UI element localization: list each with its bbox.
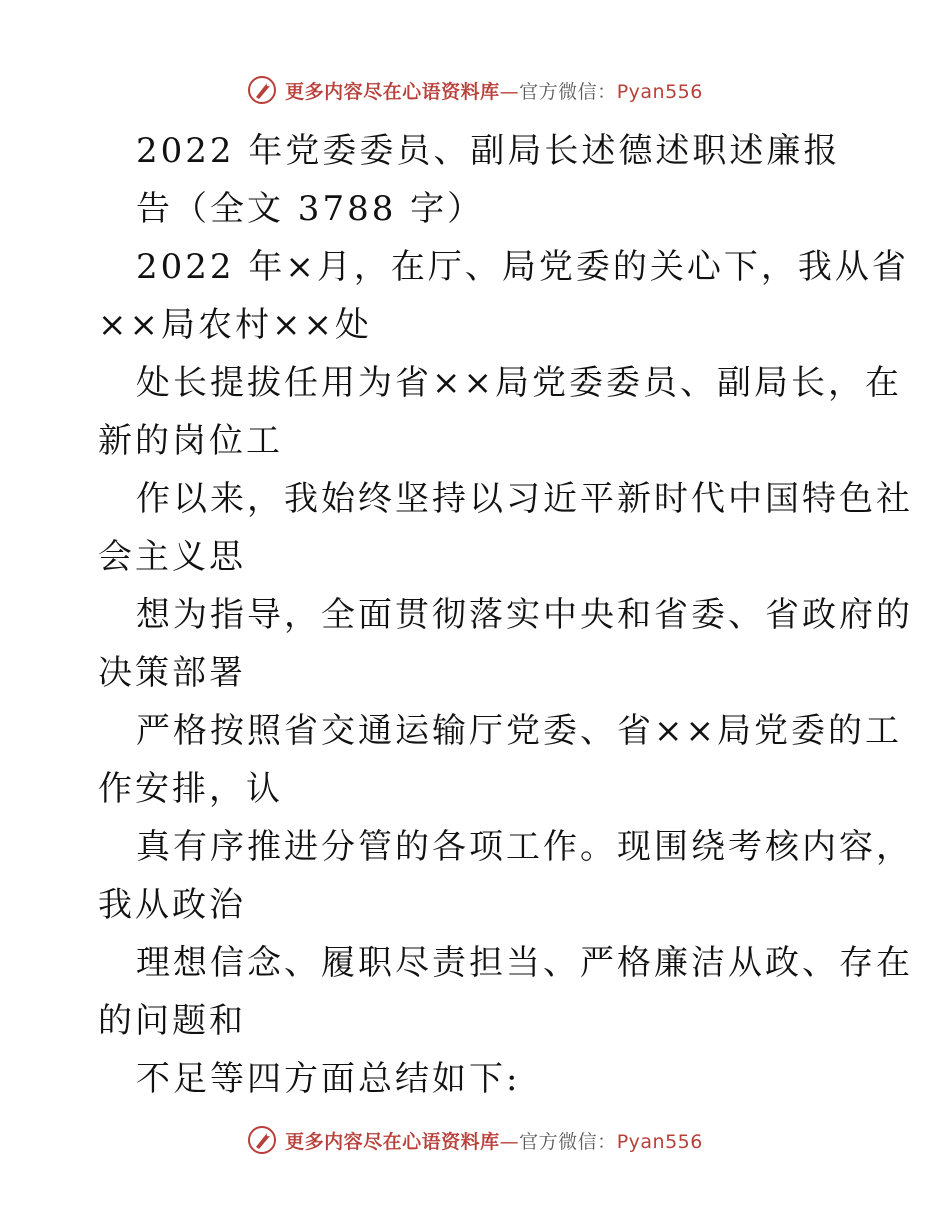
paragraph-line: 会主义思 (98, 537, 246, 577)
paragraph-line: 不足等四方面总结如下: (136, 1059, 521, 1099)
paragraph-line: 新的岗位工 (98, 421, 283, 461)
banner-label: 官方微信： (519, 1130, 617, 1153)
paragraph-line: 严格按照省交通运输厅党委、省××局党委的工 (136, 711, 902, 751)
paragraph-line: 决策部署 (98, 653, 246, 693)
paragraph-line: 真有序推进分管的各项工作。现围绕考核内容， (136, 827, 913, 867)
document-body (98, 122, 913, 1108)
paragraph-line: ××局农村××处 (98, 305, 372, 345)
banner-main-text: 更多内容尽在心语资料库 (285, 1130, 500, 1153)
paragraph-line: 我从政治 (98, 885, 246, 925)
pen-nib-logo-icon (247, 1125, 277, 1155)
banner-wechat-id: Pyan556 (616, 80, 703, 103)
paragraph-line: 理想信念、履职尽责担当、严格廉洁从政、存在 (136, 943, 913, 983)
banner-dash: — (499, 1130, 520, 1153)
banner-main-text: 更多内容尽在心语资料库 (285, 80, 500, 103)
paragraph-line: 作安排，认 (98, 769, 283, 809)
banner-label: 官方微信： (519, 80, 617, 103)
pen-nib-logo-icon (247, 75, 277, 105)
document-title: 2022 年党委委员、副局长述德述职述廉报 (136, 131, 841, 171)
banner-wechat-id: Pyan556 (616, 1130, 703, 1153)
document-title-cont: 告（全文 3788 字） (136, 189, 485, 229)
paragraph-line: 想为指导，全面贯彻落实中央和省委、省政府的 (136, 595, 913, 635)
banner-dash: — (499, 80, 520, 103)
paragraph-line: 的问题和 (98, 1001, 246, 1041)
paragraph-line: 作以来，我始终坚持以习近平新时代中国特色社 (136, 479, 913, 519)
footer-banner (0, 1120, 950, 1160)
paragraph-line: 处长提拔任用为省××局党委委员、副局长，在 (136, 363, 902, 403)
header-banner (0, 70, 950, 110)
paragraph-line: 2022 年×月，在厅、局党委的关心下，我从省 (136, 247, 909, 287)
